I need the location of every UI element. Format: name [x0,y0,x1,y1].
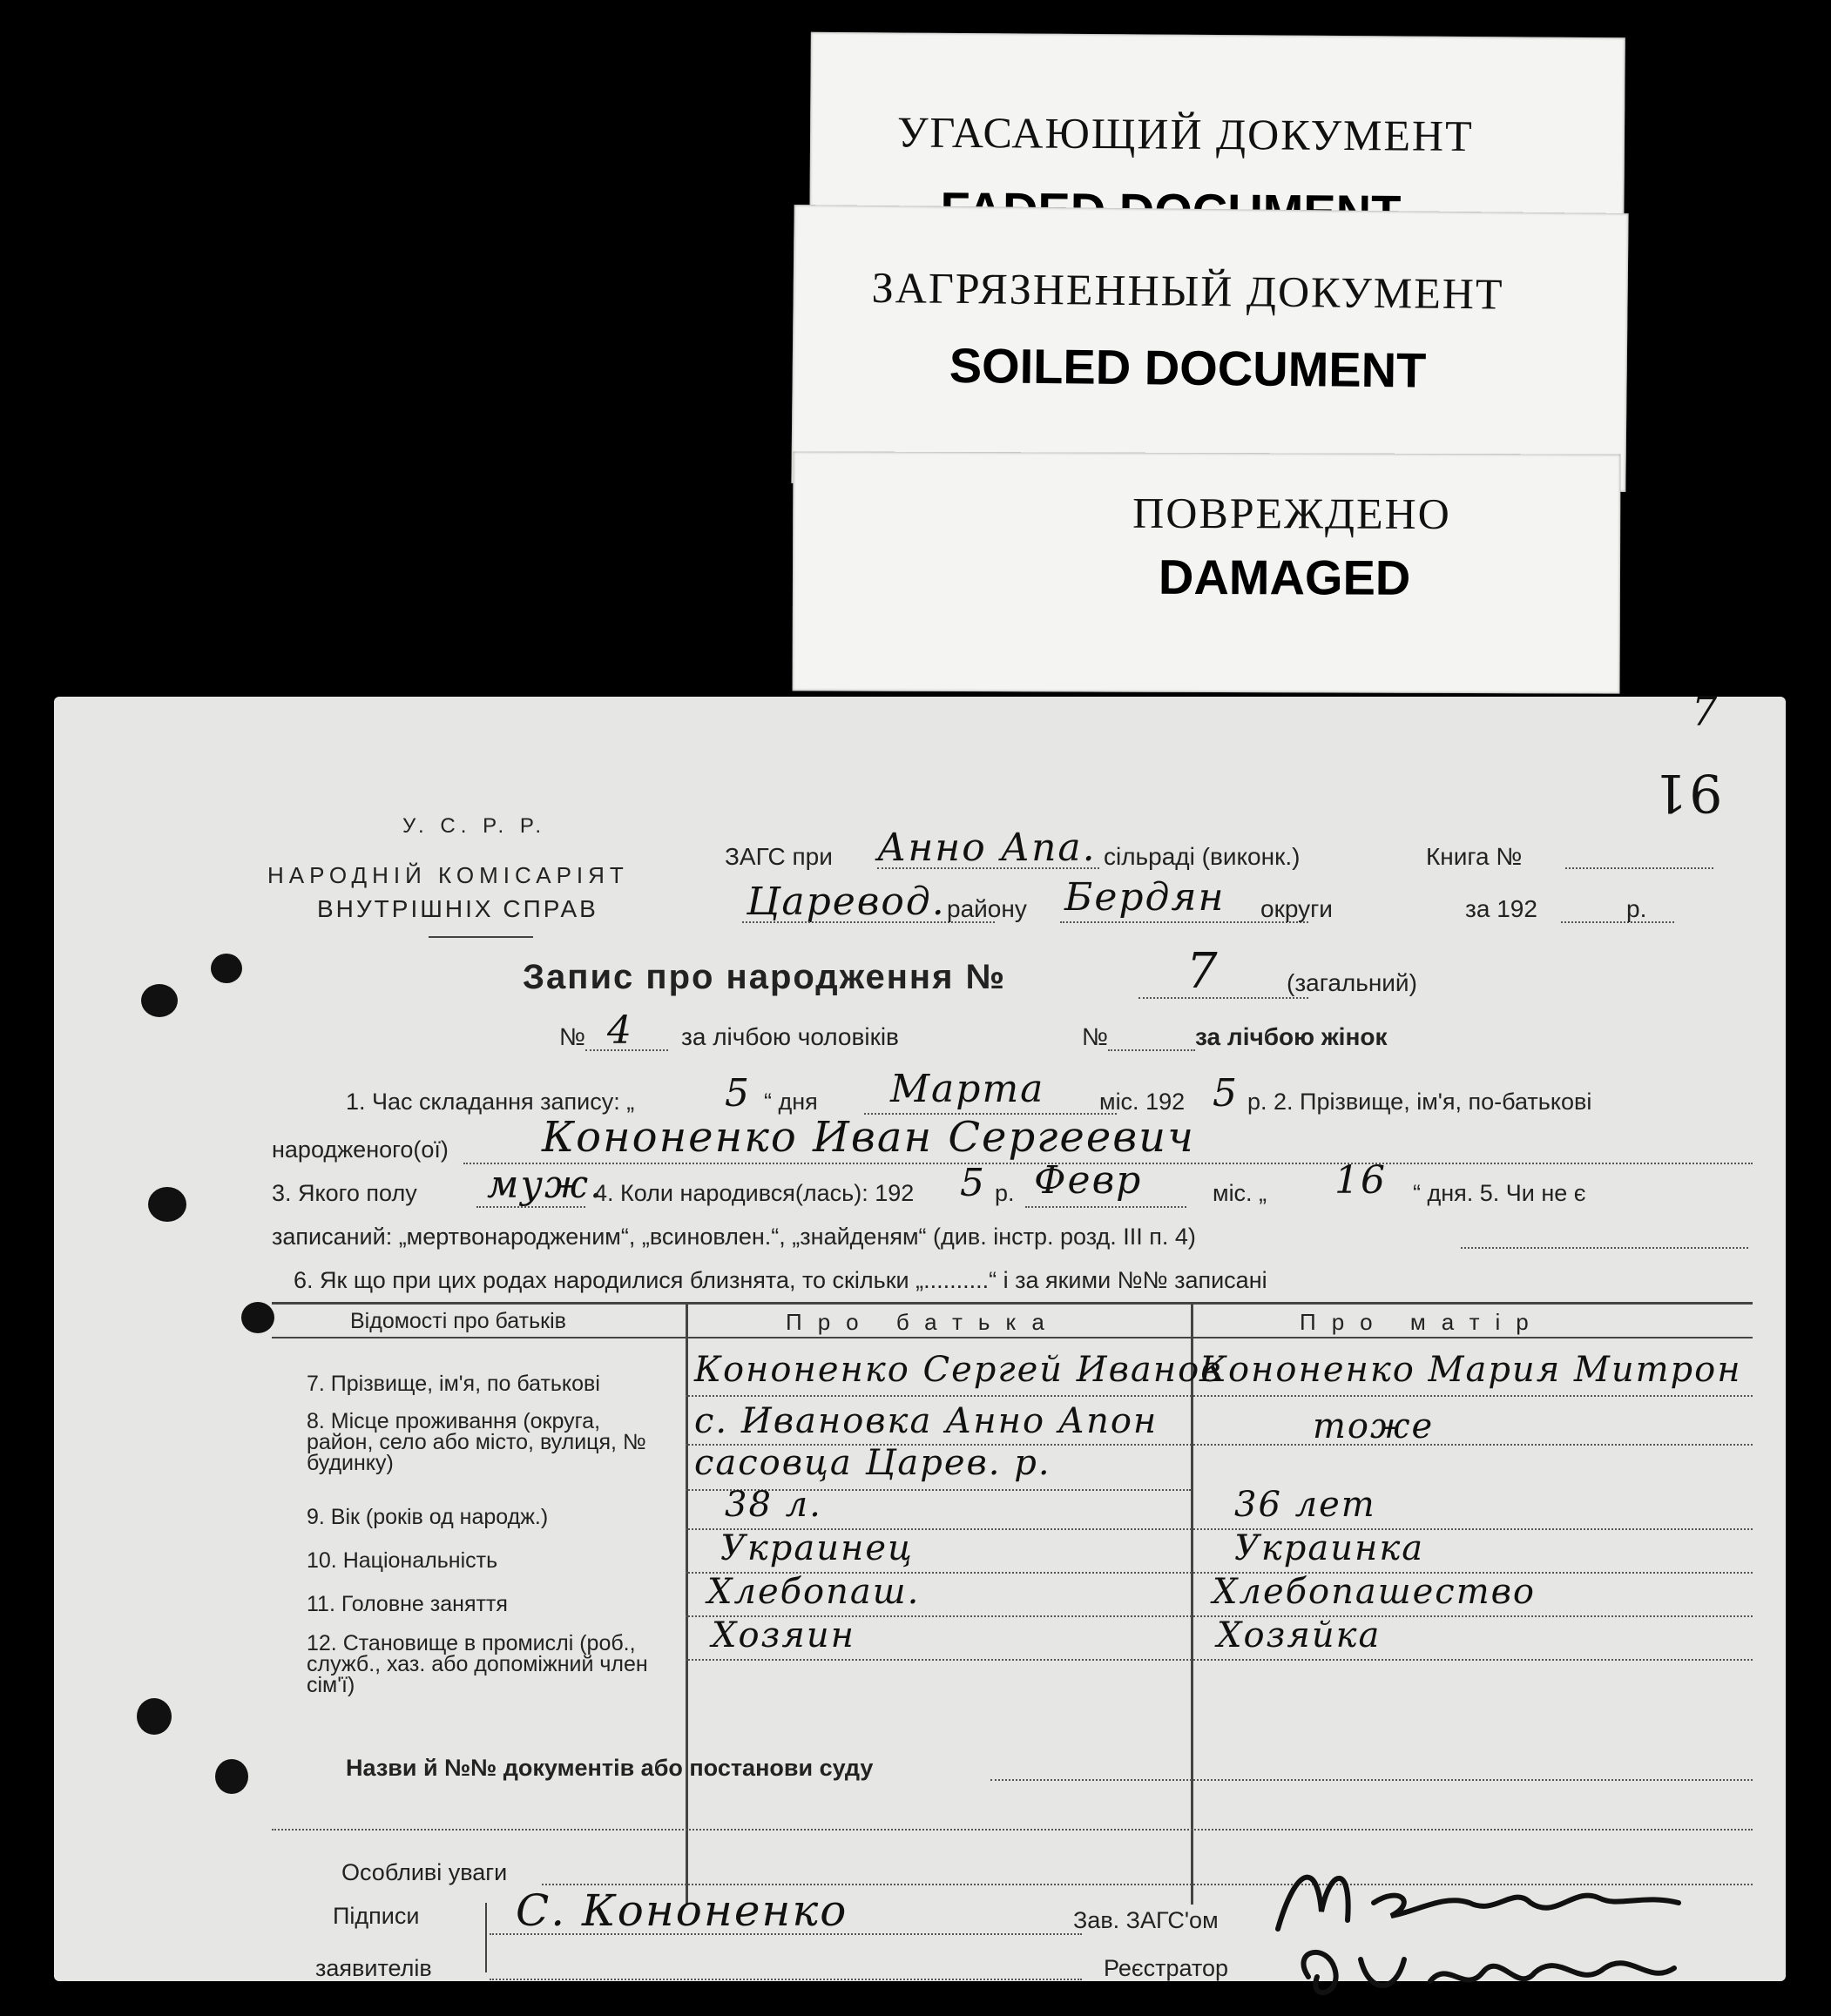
child-full-name: Кононенко Иван Сергеевич [542,1113,1195,1162]
head-signature [1269,1851,1687,1946]
child-sex-line [476,1206,585,1208]
applicant-signature-line-2 [490,1979,1082,1980]
item1-day: 5 [725,1071,751,1116]
okrug-label: округи [1260,895,1333,922]
year-suffix: р. [1626,895,1647,922]
year-line [1561,921,1674,923]
col-header-mother: Про матір [1300,1309,1544,1335]
item5-text: записаний: „мертвонародженим“, „всиновлен.“, „знайденям“ (див. інстр. розд. III п. 4) [272,1224,1196,1250]
documents-line-2 [272,1829,1753,1831]
remarks-label: Особливі уваги [341,1859,508,1885]
republic-title: У. С. Р. Р. [402,814,547,838]
applicant-signature: С. Кононенко [516,1885,848,1936]
table-col-divider-2 [1191,1304,1193,1905]
item4-r: р. [995,1180,1015,1206]
punch-hole [241,1302,274,1333]
registrar-label: Реєстратор [1104,1955,1229,1981]
soiled-label-en: SOILED DOCUMENT [949,337,1427,398]
mother-status: Хозяйка [1217,1615,1382,1655]
record-number: 7 [1186,943,1220,1000]
punch-hole [141,984,178,1017]
mother-name: Кононенко Мария Митрон [1199,1350,1742,1390]
signatures-label-2: заявителів [315,1955,432,1981]
row-label: 7. Прізвище, ім'я, по батькові [307,1372,600,1396]
row-label: 12. Становище в промислі (роб., служб., хаз. або допоміжний член сім'ї) [307,1631,648,1697]
zags-village-value: Анно Апа. [877,826,1097,870]
item1-prefix: 1. Час складання запису: „ [346,1089,635,1115]
table-col-divider-1 [686,1304,688,1905]
commissariat-line2: ВНУТРІШНІХ СПРАВ [317,895,598,922]
item4-suffix: “ дня. 5. Чи не є [1413,1180,1586,1206]
item1-mid: “ дня [764,1089,818,1115]
birth-month-line [1025,1206,1186,1208]
item4-mis: міс. „ [1213,1180,1267,1206]
men-count-line [585,1049,668,1051]
page-number: 7 [1692,688,1720,735]
item5-line [1461,1247,1748,1249]
col-header-info: Відомості про батьків [350,1309,566,1333]
record-title: Запис про народження № [523,958,1007,996]
row-line [686,1444,1753,1446]
mother-occupation: Хлебопашество [1213,1572,1536,1612]
punch-hole [148,1187,186,1222]
record-general: (загальний) [1287,969,1417,996]
item1-year-label: міс. 192 [1099,1089,1186,1115]
birth-year: 5 [960,1161,986,1205]
signature-bracket [485,1903,487,1972]
father-occupation: Хлебопаш. [707,1572,921,1612]
book-number-line [1565,867,1713,869]
commissariat-line1: НАРОДНІЙ КОМІСАРІЯТ [267,862,629,888]
men-count-value: 4 [607,1008,633,1053]
item6-text: 6. Як що при цих родах народилися близнята, то скільки „..........“ і за якими №№ записані [294,1267,1267,1293]
zags-suffix: сільраді (виконк.) [1104,843,1301,870]
table-top-rule [272,1302,1753,1305]
item1-suffix: р. 2. Прізвище, ім'я, по-батькові [1247,1089,1592,1115]
table-header-rule [272,1337,1753,1338]
mother-residence: тоже [1313,1406,1435,1446]
father-nationality: Украинец [720,1528,914,1568]
documents-line [990,1779,1753,1781]
men-no-prefix: № [559,1023,586,1050]
item4-label: 4. Коли народився(лась): 192 [594,1180,915,1206]
mother-age: 36 лет [1234,1485,1376,1525]
item3-label: 3. Якого полу [272,1180,417,1206]
women-label: за лічбою жінок [1195,1023,1388,1050]
women-no-prefix: № [1082,1023,1109,1050]
row-line [686,1395,1753,1397]
applicant-signature-line [490,1933,1082,1935]
header-divider [429,936,533,938]
child-sex: муж. [487,1163,605,1207]
row-label: 8. Місце проживання (округа, район, село або місто, вулиця, № будинку) [307,1409,646,1475]
head-label: Зав. ЗАГС'ом [1073,1907,1219,1933]
year-label: за 192 [1465,895,1537,922]
mother-nationality: Украинка [1234,1528,1425,1568]
father-name: Кононенко Сергей Иванов [694,1350,1223,1390]
birth-day: 16 [1334,1158,1387,1203]
okrug-value: Бердян [1064,875,1226,920]
archive-stamp-number: 91 [1652,762,1723,823]
father-status: Хозяин [712,1615,855,1655]
district-label: району [947,895,1027,922]
row-label: 11. Головне заняття [307,1592,508,1616]
row-label: 10. Національність [307,1548,498,1573]
father-residence: с. Ивановка Анно Апон сасовца Царев. р. [694,1401,1159,1483]
col-header-father: Про батька [786,1309,1060,1335]
zags-prefix: ЗАГС при [725,843,833,870]
item2-label: народженого(ої) [272,1136,449,1163]
women-count-line [1108,1049,1195,1051]
documents-label: Назви й №№ документів або постанови суду [346,1755,874,1781]
punch-hole [211,954,242,983]
men-label: за лічбою чоловіків [681,1023,899,1050]
registrar-signature [1274,1933,1692,2012]
item1-year: 5 [1213,1071,1239,1116]
damaged-label-ru: ПОВРЕЖДЕНО [1132,488,1451,538]
signatures-label: Підписи [333,1903,420,1929]
birth-month: Февр [1034,1158,1143,1203]
item1-month: Марта [890,1067,1045,1111]
zags-village-line [877,867,1099,869]
faded-label-ru: УГАСАЮЩИЙ ДОКУМЕНТ [896,107,1474,161]
soiled-document-label [791,205,1628,492]
book-label: Книга № [1426,843,1523,870]
row-line [686,1659,1753,1661]
row-label: 9. Вік (років од народж.) [307,1505,549,1529]
punch-hole [137,1698,172,1735]
father-age: 38 л. [725,1485,822,1525]
punch-hole [215,1759,248,1794]
damaged-label-en: DAMAGED [1158,549,1411,605]
district-value: Царевод. [747,880,946,924]
soiled-label-ru: ЗАГРЯЗНЕННЫЙ ДОКУМЕНТ [871,262,1504,319]
record-number-line [1138,997,1308,999]
damaged-label [793,451,1621,693]
birth-record-form [54,688,1786,1981]
